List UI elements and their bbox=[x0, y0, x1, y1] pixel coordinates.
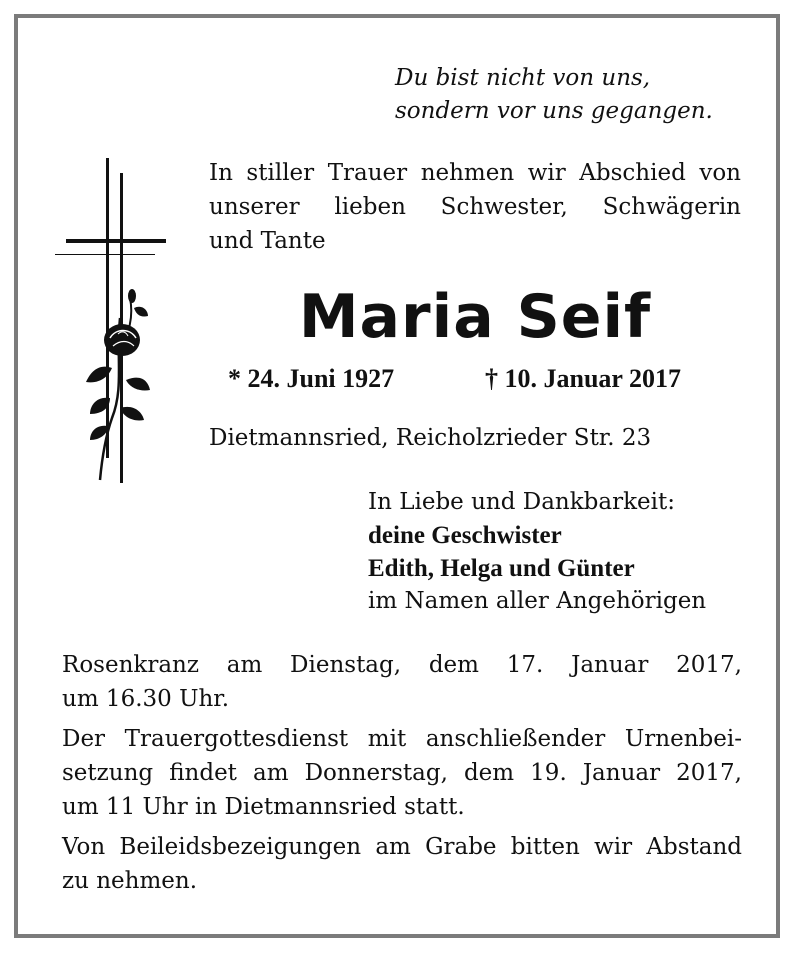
footer-text bbox=[62, 648, 742, 904]
thanks-line: In Liebe und Dankbarkeit: bbox=[368, 489, 675, 515]
motto-line: Du bist nicht von uns, bbox=[395, 65, 651, 91]
service-line: setzung findet am Donnerstag, dem 19. Januar 2017, bbox=[62, 760, 742, 786]
motto bbox=[395, 62, 755, 128]
intro-line: und Tante bbox=[209, 228, 326, 254]
intro-line: In stiller Trauer nehmen wir Abschied von bbox=[209, 160, 741, 186]
intro-text bbox=[209, 156, 741, 258]
rosary-line: Rosenkranz am Dienstag, dem 17. Januar 2017, bbox=[62, 652, 742, 678]
death-date: † 10. Januar 2017 bbox=[485, 364, 681, 393]
rosary-line: um 16.30 Uhr. bbox=[62, 686, 230, 712]
service-line: um 11 Uhr in Dietmannsried statt. bbox=[62, 794, 465, 820]
cross-with-rose-icon bbox=[50, 158, 180, 492]
address: Dietmannsried, Reicholzrieder Str. 23 bbox=[209, 425, 652, 451]
motto-line: sondern vor uns gegangen. bbox=[395, 98, 713, 124]
condolence-line: zu nehmen. bbox=[62, 868, 198, 894]
rosary-paragraph bbox=[62, 648, 742, 716]
mourners-names: Edith, Helga und Günter bbox=[368, 555, 635, 582]
birth-date: * 24. Juni 1927 bbox=[228, 364, 395, 393]
intro-line: unserer lieben Schwester, Schwägerin bbox=[209, 194, 741, 220]
condolence-line: Von Beileidsbezeigungen am Grabe bitten wir Abstand bbox=[62, 834, 742, 860]
service-line: Der Trauergottesdienst mit anschließender Urnenbei- bbox=[62, 726, 742, 752]
mourners-line: im Namen aller Angehörigen bbox=[368, 588, 707, 614]
deceased-name: Maria Seif bbox=[298, 282, 652, 352]
mourners-block bbox=[368, 486, 706, 618]
condolence-paragraph bbox=[62, 830, 742, 898]
service-paragraph bbox=[62, 722, 742, 824]
mourners-line: deine Geschwister bbox=[368, 522, 562, 549]
